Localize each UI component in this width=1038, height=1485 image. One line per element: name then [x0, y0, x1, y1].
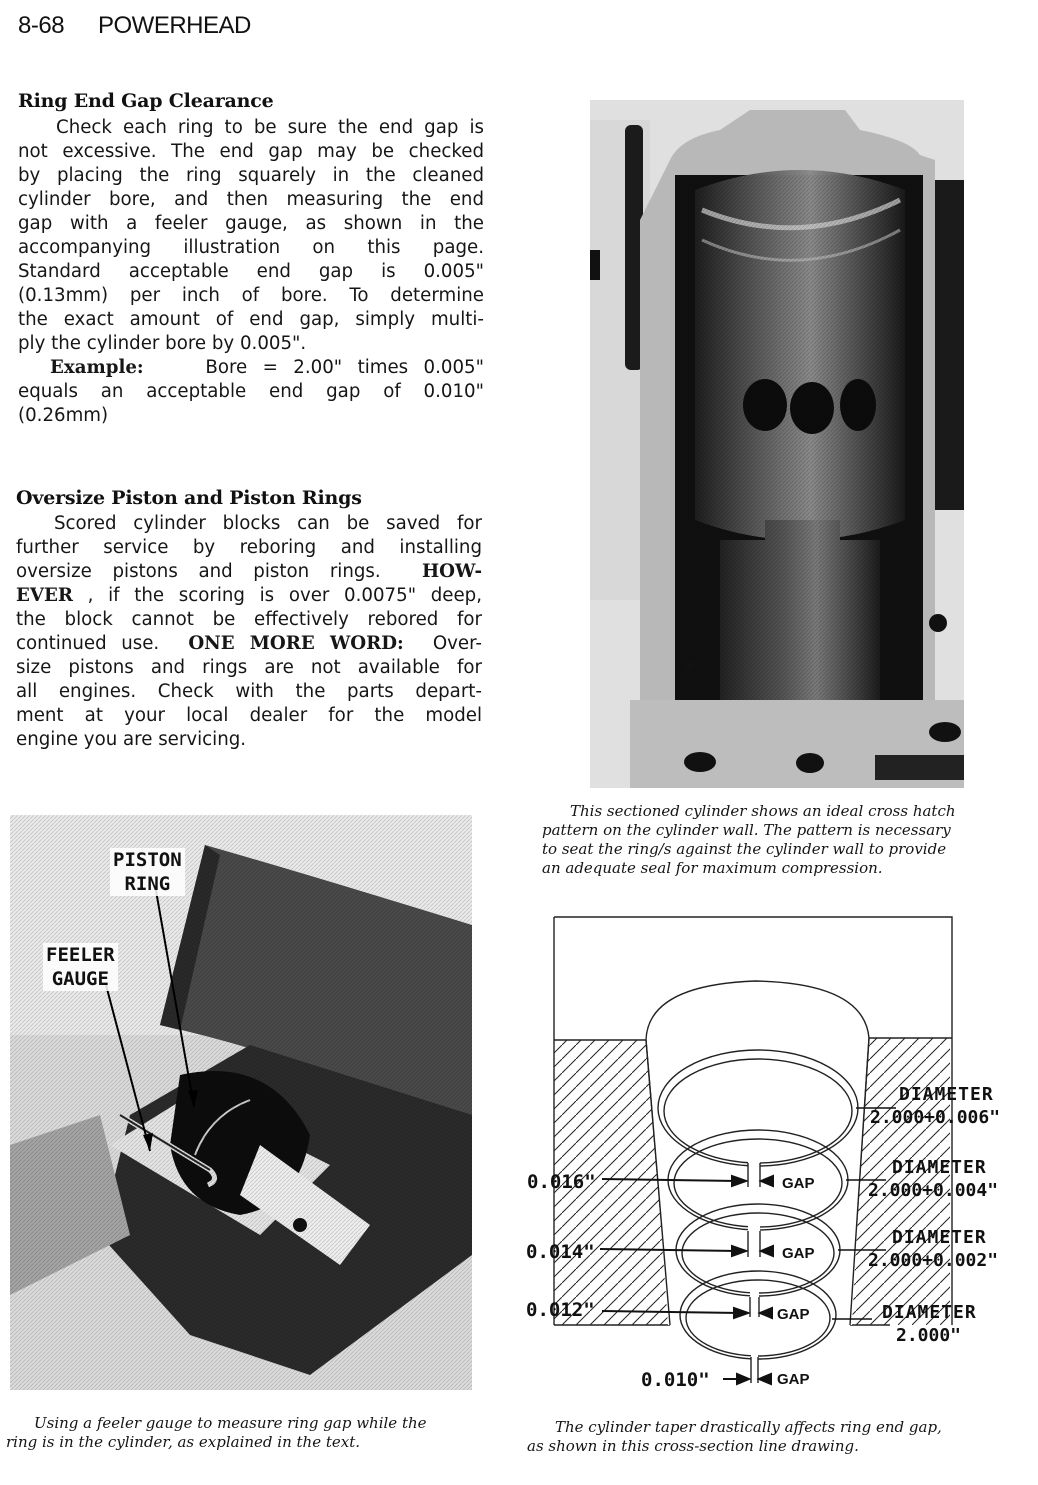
diameter-value-2: 2.000+0.004"	[868, 1180, 999, 1201]
label-line: RING	[124, 873, 171, 895]
sectioned-cylinder-photo	[590, 100, 964, 788]
text-line: gap with a feeler gauge, as shown in the	[18, 213, 484, 234]
caption-line: This sectioned cylinder shows an ideal cross hatch	[570, 802, 956, 820]
page-number: 8-68	[18, 12, 65, 39]
gap-value-3: 0.012"	[526, 1299, 595, 1321]
feeler-gauge-photo	[10, 815, 472, 1390]
text-span: continued use.	[16, 633, 160, 654]
text-line: equals an acceptable end gap of 0.010"	[18, 381, 484, 402]
gap-value-1: 0.016"	[527, 1171, 596, 1193]
gap-label-1: GAP	[782, 1175, 815, 1192]
label-line: FEELER	[46, 944, 115, 966]
sectioned-cylinder-image	[590, 100, 964, 788]
oversize-body	[16, 512, 482, 752]
example-text: Bore = 2.00" times 0.005"	[205, 357, 484, 378]
text-line: the block cannot be effectively rebored for	[16, 609, 482, 630]
gap-label-2: GAP	[782, 1245, 815, 1262]
text-line: size pistons and rings are not available for	[16, 657, 482, 678]
diameter-value-1: 2.000+0.006"	[870, 1107, 1001, 1128]
ring-end-gap-heading: Ring End Gap Clearance	[18, 90, 274, 112]
text-line	[16, 584, 482, 608]
text-line: by placing the ring squarely in the cleaned	[18, 165, 484, 186]
text-line	[16, 560, 482, 584]
feeler-gauge-image	[10, 815, 472, 1390]
caption-line: ring is in the cylinder, as explained in the text.	[6, 1433, 361, 1451]
bold-however: HOW-	[421, 561, 482, 582]
label-line: GAUGE	[51, 968, 109, 990]
taper-diagram-caption	[527, 1418, 1007, 1456]
text-line: the exact amount of end gap, simply multi-	[18, 309, 484, 330]
diameter-label-4: DIAMETER	[882, 1302, 977, 1323]
feeler-photo-caption	[6, 1414, 486, 1452]
diameter-value-4: 2.000"	[896, 1325, 962, 1346]
caption-line: to seat the ring/s against the cylinder wall to provide	[542, 840, 947, 858]
label-line: PISTON	[113, 849, 182, 871]
caption-line: Using a feeler gauge to measure ring gap while the	[34, 1414, 427, 1432]
text-line: accompanying illustration on this page.	[18, 237, 484, 258]
diameter-value-3: 2.000+0.002"	[868, 1250, 999, 1271]
gap-value-2: 0.014"	[526, 1241, 595, 1263]
text-span: Over-	[432, 633, 482, 654]
text-line: (0.13mm) per inch of bore. To determine	[18, 285, 484, 306]
text-line: Check each ring to be sure the end gap is	[56, 117, 484, 138]
ring-end-gap-body	[18, 116, 484, 428]
cylinder-photo-caption	[542, 802, 1012, 878]
diameter-label-2: DIAMETER	[892, 1157, 987, 1178]
text-line: Standard acceptable end gap is 0.005"	[18, 261, 484, 282]
cylinder-taper-diagram	[520, 905, 1035, 1395]
example-line	[18, 356, 484, 380]
gap-value-4: 0.010"	[641, 1369, 710, 1391]
piston-ring-label	[110, 848, 185, 896]
text-line: not excessive. The end gap may be checked	[18, 141, 484, 162]
bold-however-end: EVER	[16, 585, 73, 606]
taper-diagram-svg	[520, 905, 1035, 1395]
text-line	[16, 632, 482, 656]
text-line: cylinder bore, and then measuring the end	[18, 189, 484, 210]
gap-label-3: GAP	[777, 1306, 810, 1323]
caption-line: pattern on the cylinder wall. The pattern is necessary	[542, 821, 951, 839]
oversize-heading: Oversize Piston and Piston Rings	[16, 487, 362, 509]
text-line: Scored cylinder blocks can be saved for	[54, 513, 482, 534]
text-line: all engines. Check with the parts depart-	[16, 681, 482, 702]
diameter-label-3: DIAMETER	[892, 1227, 987, 1248]
feeler-gauge-label	[43, 943, 118, 991]
gap-label-4: GAP	[777, 1371, 810, 1388]
text-line: engine you are servicing.	[16, 729, 247, 750]
example-label: Example:	[50, 357, 144, 378]
page-header	[18, 12, 251, 40]
text-span: , if the scoring is over 0.0075" deep,	[72, 585, 482, 606]
caption-line: as shown in this cross-section line drawing.	[527, 1437, 859, 1455]
text-line: further service by reboring and installing	[16, 537, 482, 558]
caption-line: The cylinder taper drastically affects ring end gap,	[555, 1418, 942, 1436]
bold-one-more-word: ONE MORE WORD:	[188, 633, 404, 654]
section-title: POWERHEAD	[98, 12, 251, 39]
text-line: ment at your local dealer for the model	[16, 705, 482, 726]
caption-line: an adequate seal for maximum compression.	[542, 859, 883, 877]
diameter-label-1: DIAMETER	[899, 1084, 994, 1105]
text-span: oversize pistons and piston rings.	[16, 561, 381, 582]
text-line: ply the cylinder bore by 0.005".	[18, 333, 307, 354]
text-line: (0.26mm)	[18, 405, 109, 426]
